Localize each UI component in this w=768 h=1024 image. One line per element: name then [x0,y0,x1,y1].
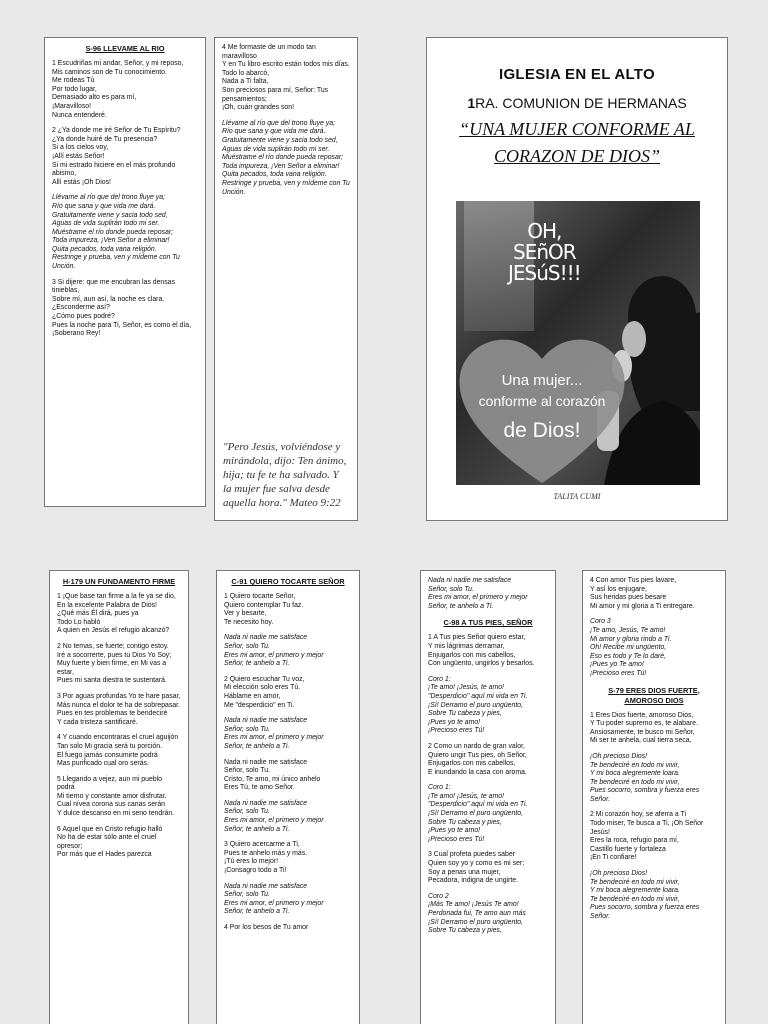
cover-footer: TALITA CUMI [553,492,601,501]
coro-1-repeat: Coro 1: ¡Te amo! ¡Jesús, te amo! "Desperdicio" aquí mi vida en Ti. ¡Sí! Derramo el puro ungüento, Sobre Tu cabeza y pies, ¡Pues yo te amo! ¡Precioso eres Tú! [428,784,528,843]
chorus-continued: Nada ni nadie me satisface Señor, solo Tu. Eres mi amor, el primero y mejor Señor, te anhelo a Ti. [428,577,528,610]
chorus: Nada ni nadie me satisface Señor, solo Tu. Eres mi amor, el primero y mejor Señor, te anhelo a Ti. [224,634,324,668]
chorus: Llévame al río que del trono fluye ya; Río que sana y que vida me dará. Gratuitamente viene y sacia todo sed, Aguas de vida suplirán todo mi ser. Muéstrame el río donde pueda reposar; Toda impureza, ¡Ven Señor a eliminar! Quita pecados, toda vana religión. Restringe y prueba, ven y mídeme con Tu Unción. [222,119,350,196]
song-title: H-179 UN FUNDAMENTO FIRME [62,577,176,586]
cover-photo [456,201,700,485]
theme-quote-line-1: “UNA MUJER CONFORME AL [459,119,695,139]
verse-2: 2 Mi corazón hoy, se aferra a Ti Todo miser, Te busca a Ti, ¡Oh Señor Jesús! Eres la roca, refugio para mí, Castillo fuerte y fortaleza ¡En Ti confiare! [590,811,704,862]
bible-quote: "Pero Jesús, volviéndose y mirándola, dijo: Ten ánimo, hija; tu fe te ha salvado. Y la mujer fue salva desde aquella hora." Mateo 9:22 [223,441,347,509]
panel-s96-continued [214,37,358,521]
coro-3: Coro 3 ¡Te amo, Jesús, Te amo! Mi amor y gloria rindo a Ti. Oh! Recibe mi ungüento, Eso es todo y Te lo daré, ¡Pues yo Te amo! ¡Precioso eres Tú! [590,618,672,677]
panel-c91-quiero-tocarte [216,570,360,1024]
verse-2: 2 Quiero escuchar Tu voz, Mi elección solo eres Tú. Háblame en amor, Me "desperdicio" en Ti. [224,675,305,709]
verse-4-start: 4 Por los besos de Tu amor [224,924,309,931]
coro-1: Coro 1: ¡Te amo! ¡Jesús, te amo! "Desperdicio" aquí mi vida en Ti. ¡Sí! Derramo el puro ungüento, Sobre Tu cabeza y pies, ¡Pues yo te amo! ¡Precioso eres Tú! [428,675,528,735]
song-title: C-91 QUIERO TOCARTE SEÑOR [231,577,345,586]
verse-3: 3 Por aguas profundas Yo te hare pasar, Más nunca el dolor te ha de sobrepasar. Pues en tes problemas te bendeciré Y cada tristeza santificaré. [57,692,181,726]
interlude: Nada ni nadie me satisface Señor, solo Tu. Cristo, Te amo, mi único anhelo Eres Tú, te amo Señor. [224,758,321,792]
song-title: S-96 LLEVAME AL RIO [85,44,165,53]
coro-2: Coro 2 ¡Más Te amo! ¡Jesús Te amo! Perdonada fui, Te amo aun más ¡Sí! Derramo el puro ungüento, Sobre Tu cabeza y pies, [428,892,526,935]
chorus: Nada ni nadie me satisface Señor, solo Tu. Eres mi amor, el primero y mejor Señor, te anhelo a Ti. [224,717,324,750]
cover-panel [426,37,728,521]
verse-2: 2 ¿Ya donde me iré Señor de Tu Espíritu? ¿Ya donde huiré de Tu presencia? Si a los cielos voy, ¡Allí estás Señor! Si mi estrado hiciere en el más profundo abismo, Allí estás ¡Oh Dios! [52,127,181,186]
panel-c98-a-tus-pies [420,570,556,1024]
verse-1: 1 Escudriñas mi andar, Señor, y mi reposo, Mis caminos son de Tu conocimiento. Me rodeas Tú Por todo lugar, Demasiado alto es para mí, ¡Maravilloso! Nunca entenderé. [52,60,184,119]
verse-1: 1 Eres Dios fuerte, amoroso Dios, Y Tu poder supremo es, te alabare. Ansiosamente, te busco mi Señor, Mi ser te anhela, cual tierra seca, [590,711,698,745]
heart-line-1: Una mujer... [501,372,583,389]
panel-s96-llevame-al-rio [44,37,206,507]
chorus: ¡Oh precioso Dios! Te bendeciré en todo mi vivir, Y mi boca alegremente loara. Te bendeciré en todo mi vivir, Pues socorro, sombra y fuerza eres Señor. [590,870,700,920]
verse-5: 5 Llegando a vejez, aun mi pueblo podrá Mi tierno y constante amor disfrutar. Cual nívea corona sus canas serán Y dulce descanso en mi seno tendrán. [57,775,175,818]
song-title: S-79 ERES DIOS FUERTE, AMOROSO DIOS [608,685,700,705]
verse-4: 4 Con amor Tus pies lavare, Y así los enjugare, Sus heridas pues besare Mi amor y mi gloria a Ti entregare. [590,577,695,610]
chorus: ¡Oh precioso Dios! Te bendeciré en todo mi vivir, Y mi boca alegremente loara. Te bendeciré en todo mi vivir, Pues socorro, sombra y fuerza eres Señor. [590,752,700,803]
verse-3: 3 Si dijere: que me encubran las densas tinieblas, Sobre mí, aun así, la noche es clara. ¿Esconderme así? ¿Cómo pues podré? Pues la noche para Ti, Señor, es como el día, ¡Soberano Rey! [52,278,192,338]
heart-line-2: conforme al corazón [478,393,606,409]
theme-quote-line-2: CORAZON DE DIOS” [493,146,660,166]
verse-2: 2 No temas, se fuerte; contigo estoy. Iré a socorrerte, pues tu Dios Yo Soy; Muy fuerte y bien firme, en Mi vas a estar, Pues mi santa diestra te sustentará. [57,642,172,685]
verse-2: 2 Como un nardo de gran valor, Quiero ungir Tus pies, oh Señor, Enjugarlos con mis cabellos, E inundando la casa con aroma. [428,742,527,776]
verse-4: 4 Me formaste de un modo tan maravilloso Y en Tu libro escrito están todos mis días. Todo lo abarcó, Nada a Ti falta, Son preciosos para mí, Señor: Tus pensamientos; ¡Oh, cuán grandes son! [222,44,350,112]
chorus: Nada ni nadie me satisface Señor, solo Tu. Eres mi amor, el primero y mejor Señor, te anhelo a Ti. [224,882,324,916]
verse-3: 3 Cual profeta puedes saber Quien soy yo y como es mi ser; Soy a penas una mujer, Pecadora, indigna de ungirte. [428,851,525,885]
verse-6: 6 Aquel que en Cristo refugio halló No ha de estar sólo ante el cruel opresor; Por más que el Hades parezca [57,825,163,859]
chorus: Nada ni nadie me satisface Señor, solo Tu. Eres mi amor, el primero y mejor Señor, te anhelo a Ti. [224,799,324,833]
verse-3: 3 Quiero acercarme a Ti, Pues te anhelo más y más. ¡Tú eres lo mejor! ¡Consagro todo a Ti! [224,841,308,875]
verse-1: 1 ¡Que base tan firme a la fe ya se dio, En la excelente Palabra de Dios! ¿Qué más Él dirá, pues ya Todo Lo habló A quien en Jesús el refugio alcanzó? [57,593,176,635]
church-title: IGLESIA EN EL ALTO [499,66,655,83]
verse-1: 1 Quiero tocarte Señor, Quiero contemplar Tu faz. Ver y besarte, Te necesito hoy. [224,593,304,626]
event-subtitle: 1RA. COMUNION DE HERMANAS [467,95,687,111]
panel-h179-fundamento-firme [49,570,189,1024]
panel-s79-eres-dios-fuerte [582,570,726,1024]
chorus: Llévame al río que del trono fluye ya; Río que sana y que vida me dará. Gratuitamente viene y sacia todo sed, Aguas de vida suplirán todo mi ser. Muéstrame el río donde pueda reposar; Toda impureza, ¡Ven Señor a eliminar! Quita pecados, toda vana religión. Restringe y prueba, ven y mídeme con Tu Unción. [52,194,180,271]
verse-4: 4 Y cuando encontraras el cruel aguijón Tan solo Mi gracia será tu porción. El fuego jamás consumirte podrá Mas purificado cual oro serás. [57,734,179,768]
song-title: C-98 A TUS PIES, SEÑOR [443,618,533,628]
oh-senor-jesus-text: OH, SEñOR JESúS!!! [508,219,581,285]
verse-1: 1 A Tus pies Señor quiero estar, Y mis lágrimas derramar, Enjugarlos con mis cabellos, Con ungüento, ungirlos y besarlos. [428,634,535,668]
heart-line-3: de Dios! [503,419,581,442]
